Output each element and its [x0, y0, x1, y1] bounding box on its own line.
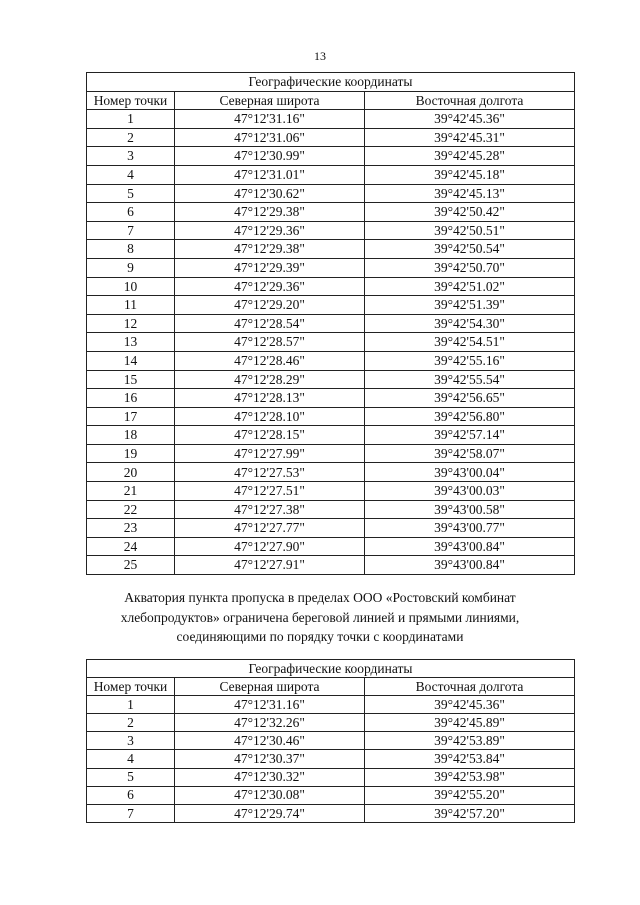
latitude-cell: 47°12'28.13" — [175, 389, 365, 408]
point-number-cell: 2 — [87, 128, 175, 147]
point-number-cell: 1 — [87, 110, 175, 129]
page-number: 13 — [314, 49, 326, 63]
point-number-cell: 10 — [87, 277, 175, 296]
point-number-cell: 1 — [87, 696, 175, 714]
column-header-longitude: Восточная долгота — [365, 678, 575, 696]
table-row — [87, 482, 575, 501]
longitude-cell: 39°43'00.04" — [365, 463, 575, 482]
column-header-point-number: Номер точки — [87, 678, 175, 696]
longitude-cell: 39°42'45.89" — [365, 714, 575, 732]
point-number-cell: 14 — [87, 351, 175, 370]
point-number-cell: 25 — [87, 556, 175, 575]
table-row — [87, 147, 575, 166]
longitude-cell: 39°42'57.14" — [365, 426, 575, 445]
longitude-cell: 39°43'00.77" — [365, 519, 575, 538]
column-header-point-number: Номер точки — [87, 91, 175, 110]
longitude-cell: 39°42'45.36" — [365, 696, 575, 714]
latitude-cell: 47°12'28.15" — [175, 426, 365, 445]
coordinates-table-1 — [86, 72, 575, 575]
table-row — [87, 203, 575, 222]
paragraph-line: Акватория пункта пропуска в пределах ООО «Ростовский комбинат — [124, 590, 516, 605]
table-row — [87, 768, 575, 786]
longitude-cell: 39°42'56.80" — [365, 407, 575, 426]
latitude-cell: 47°12'28.29" — [175, 370, 365, 389]
longitude-cell: 39°42'53.84" — [365, 750, 575, 768]
table-row — [87, 407, 575, 426]
latitude-cell: 47°12'29.38" — [175, 240, 365, 259]
longitude-cell: 39°42'58.07" — [365, 444, 575, 463]
latitude-cell: 47°12'27.90" — [175, 537, 365, 556]
latitude-cell: 47°12'27.53" — [175, 463, 365, 482]
latitude-cell: 47°12'31.06" — [175, 128, 365, 147]
table-row — [87, 221, 575, 240]
longitude-cell: 39°43'00.84" — [365, 556, 575, 575]
table-row — [87, 463, 575, 482]
longitude-cell: 39°42'45.31" — [365, 128, 575, 147]
longitude-cell: 39°42'51.02" — [365, 277, 575, 296]
table-row — [87, 519, 575, 538]
point-number-cell: 13 — [87, 333, 175, 352]
point-number-cell: 16 — [87, 389, 175, 408]
latitude-cell: 47°12'27.51" — [175, 482, 365, 501]
longitude-cell: 39°42'45.36" — [365, 110, 575, 129]
latitude-cell: 47°12'30.62" — [175, 184, 365, 203]
point-number-cell: 18 — [87, 426, 175, 445]
latitude-cell: 47°12'28.46" — [175, 351, 365, 370]
longitude-cell: 39°43'00.58" — [365, 500, 575, 519]
latitude-cell: 47°12'29.39" — [175, 258, 365, 277]
longitude-cell: 39°42'55.16" — [365, 351, 575, 370]
table-caption: Географические координаты — [87, 73, 575, 92]
point-number-cell: 22 — [87, 500, 175, 519]
point-number-cell: 5 — [87, 184, 175, 203]
table-row — [87, 714, 575, 732]
point-number-cell: 21 — [87, 482, 175, 501]
latitude-cell: 47°12'27.91" — [175, 556, 365, 575]
latitude-cell: 47°12'29.20" — [175, 296, 365, 315]
table-row — [87, 444, 575, 463]
table-row — [87, 537, 575, 556]
point-number-cell: 17 — [87, 407, 175, 426]
longitude-cell: 39°42'50.51" — [365, 221, 575, 240]
table-row — [87, 426, 575, 445]
latitude-cell: 47°12'31.16" — [175, 110, 365, 129]
latitude-cell: 47°12'32.26" — [175, 714, 365, 732]
point-number-cell: 23 — [87, 519, 175, 538]
point-number-cell: 4 — [87, 750, 175, 768]
longitude-cell: 39°42'51.39" — [365, 296, 575, 315]
column-header-latitude: Северная широта — [175, 91, 365, 110]
table-row — [87, 184, 575, 203]
latitude-cell: 47°12'27.38" — [175, 500, 365, 519]
longitude-cell: 39°42'50.42" — [365, 203, 575, 222]
longitude-cell: 39°42'45.13" — [365, 184, 575, 203]
longitude-cell: 39°42'45.28" — [365, 147, 575, 166]
point-number-cell: 9 — [87, 258, 175, 277]
latitude-cell: 47°12'29.36" — [175, 277, 365, 296]
point-number-cell: 7 — [87, 221, 175, 240]
table-caption: Географические координаты — [87, 660, 575, 678]
longitude-cell: 39°42'53.89" — [365, 732, 575, 750]
latitude-cell: 47°12'30.99" — [175, 147, 365, 166]
column-header-latitude: Северная широта — [175, 678, 365, 696]
latitude-cell: 47°12'30.37" — [175, 750, 365, 768]
point-number-cell: 19 — [87, 444, 175, 463]
point-number-cell: 3 — [87, 147, 175, 166]
longitude-cell: 39°42'56.65" — [365, 389, 575, 408]
table-row — [87, 804, 575, 822]
latitude-cell: 47°12'30.32" — [175, 768, 365, 786]
longitude-cell: 39°43'00.03" — [365, 482, 575, 501]
point-number-cell: 11 — [87, 296, 175, 315]
coordinates-table-2 — [86, 659, 575, 823]
point-number-cell: 2 — [87, 714, 175, 732]
latitude-cell: 47°12'27.99" — [175, 444, 365, 463]
table-row — [87, 165, 575, 184]
latitude-cell: 47°12'27.77" — [175, 519, 365, 538]
table-row — [87, 110, 575, 129]
point-number-cell: 15 — [87, 370, 175, 389]
longitude-cell: 39°43'00.84" — [365, 537, 575, 556]
longitude-cell: 39°42'50.70" — [365, 258, 575, 277]
point-number-cell: 12 — [87, 314, 175, 333]
column-header-longitude: Восточная долгота — [365, 91, 575, 110]
table-row — [87, 500, 575, 519]
paragraph-line: соединяющими по порядку точки с координатами — [176, 629, 464, 644]
latitude-cell: 47°12'30.46" — [175, 732, 365, 750]
longitude-cell: 39°42'54.51" — [365, 333, 575, 352]
latitude-cell: 47°12'28.54" — [175, 314, 365, 333]
latitude-cell: 47°12'28.10" — [175, 407, 365, 426]
longitude-cell: 39°42'54.30" — [365, 314, 575, 333]
table-row — [87, 556, 575, 575]
table-row — [87, 389, 575, 408]
paragraph-line: хлебопродуктов» ограничена береговой линией и прямыми линиями, — [120, 609, 520, 625]
latitude-cell: 47°12'31.16" — [175, 696, 365, 714]
point-number-cell: 5 — [87, 768, 175, 786]
longitude-cell: 39°42'45.18" — [365, 165, 575, 184]
latitude-cell: 47°12'29.36" — [175, 221, 365, 240]
latitude-cell: 47°12'29.74" — [175, 804, 365, 822]
point-number-cell: 20 — [87, 463, 175, 482]
table-row — [87, 258, 575, 277]
longitude-cell: 39°42'55.20" — [365, 786, 575, 804]
point-number-cell: 7 — [87, 804, 175, 822]
table-row — [87, 128, 575, 147]
table-row — [87, 296, 575, 315]
boundary-description — [96, 588, 544, 647]
point-number-cell: 3 — [87, 732, 175, 750]
point-number-cell: 6 — [87, 203, 175, 222]
table-row — [87, 240, 575, 259]
latitude-cell: 47°12'28.57" — [175, 333, 365, 352]
table-row — [87, 732, 575, 750]
point-number-cell: 8 — [87, 240, 175, 259]
table-row — [87, 333, 575, 352]
point-number-cell: 4 — [87, 165, 175, 184]
table-row — [87, 314, 575, 333]
table-row — [87, 750, 575, 768]
table-row — [87, 277, 575, 296]
longitude-cell: 39°42'50.54" — [365, 240, 575, 259]
point-number-cell: 6 — [87, 786, 175, 804]
latitude-cell: 47°12'30.08" — [175, 786, 365, 804]
table-row — [87, 786, 575, 804]
longitude-cell: 39°42'57.20" — [365, 804, 575, 822]
latitude-cell: 47°12'31.01" — [175, 165, 365, 184]
latitude-cell: 47°12'29.38" — [175, 203, 365, 222]
table-row — [87, 370, 575, 389]
longitude-cell: 39°42'55.54" — [365, 370, 575, 389]
table-row — [87, 696, 575, 714]
point-number-cell: 24 — [87, 537, 175, 556]
table-row — [87, 351, 575, 370]
longitude-cell: 39°42'53.98" — [365, 768, 575, 786]
